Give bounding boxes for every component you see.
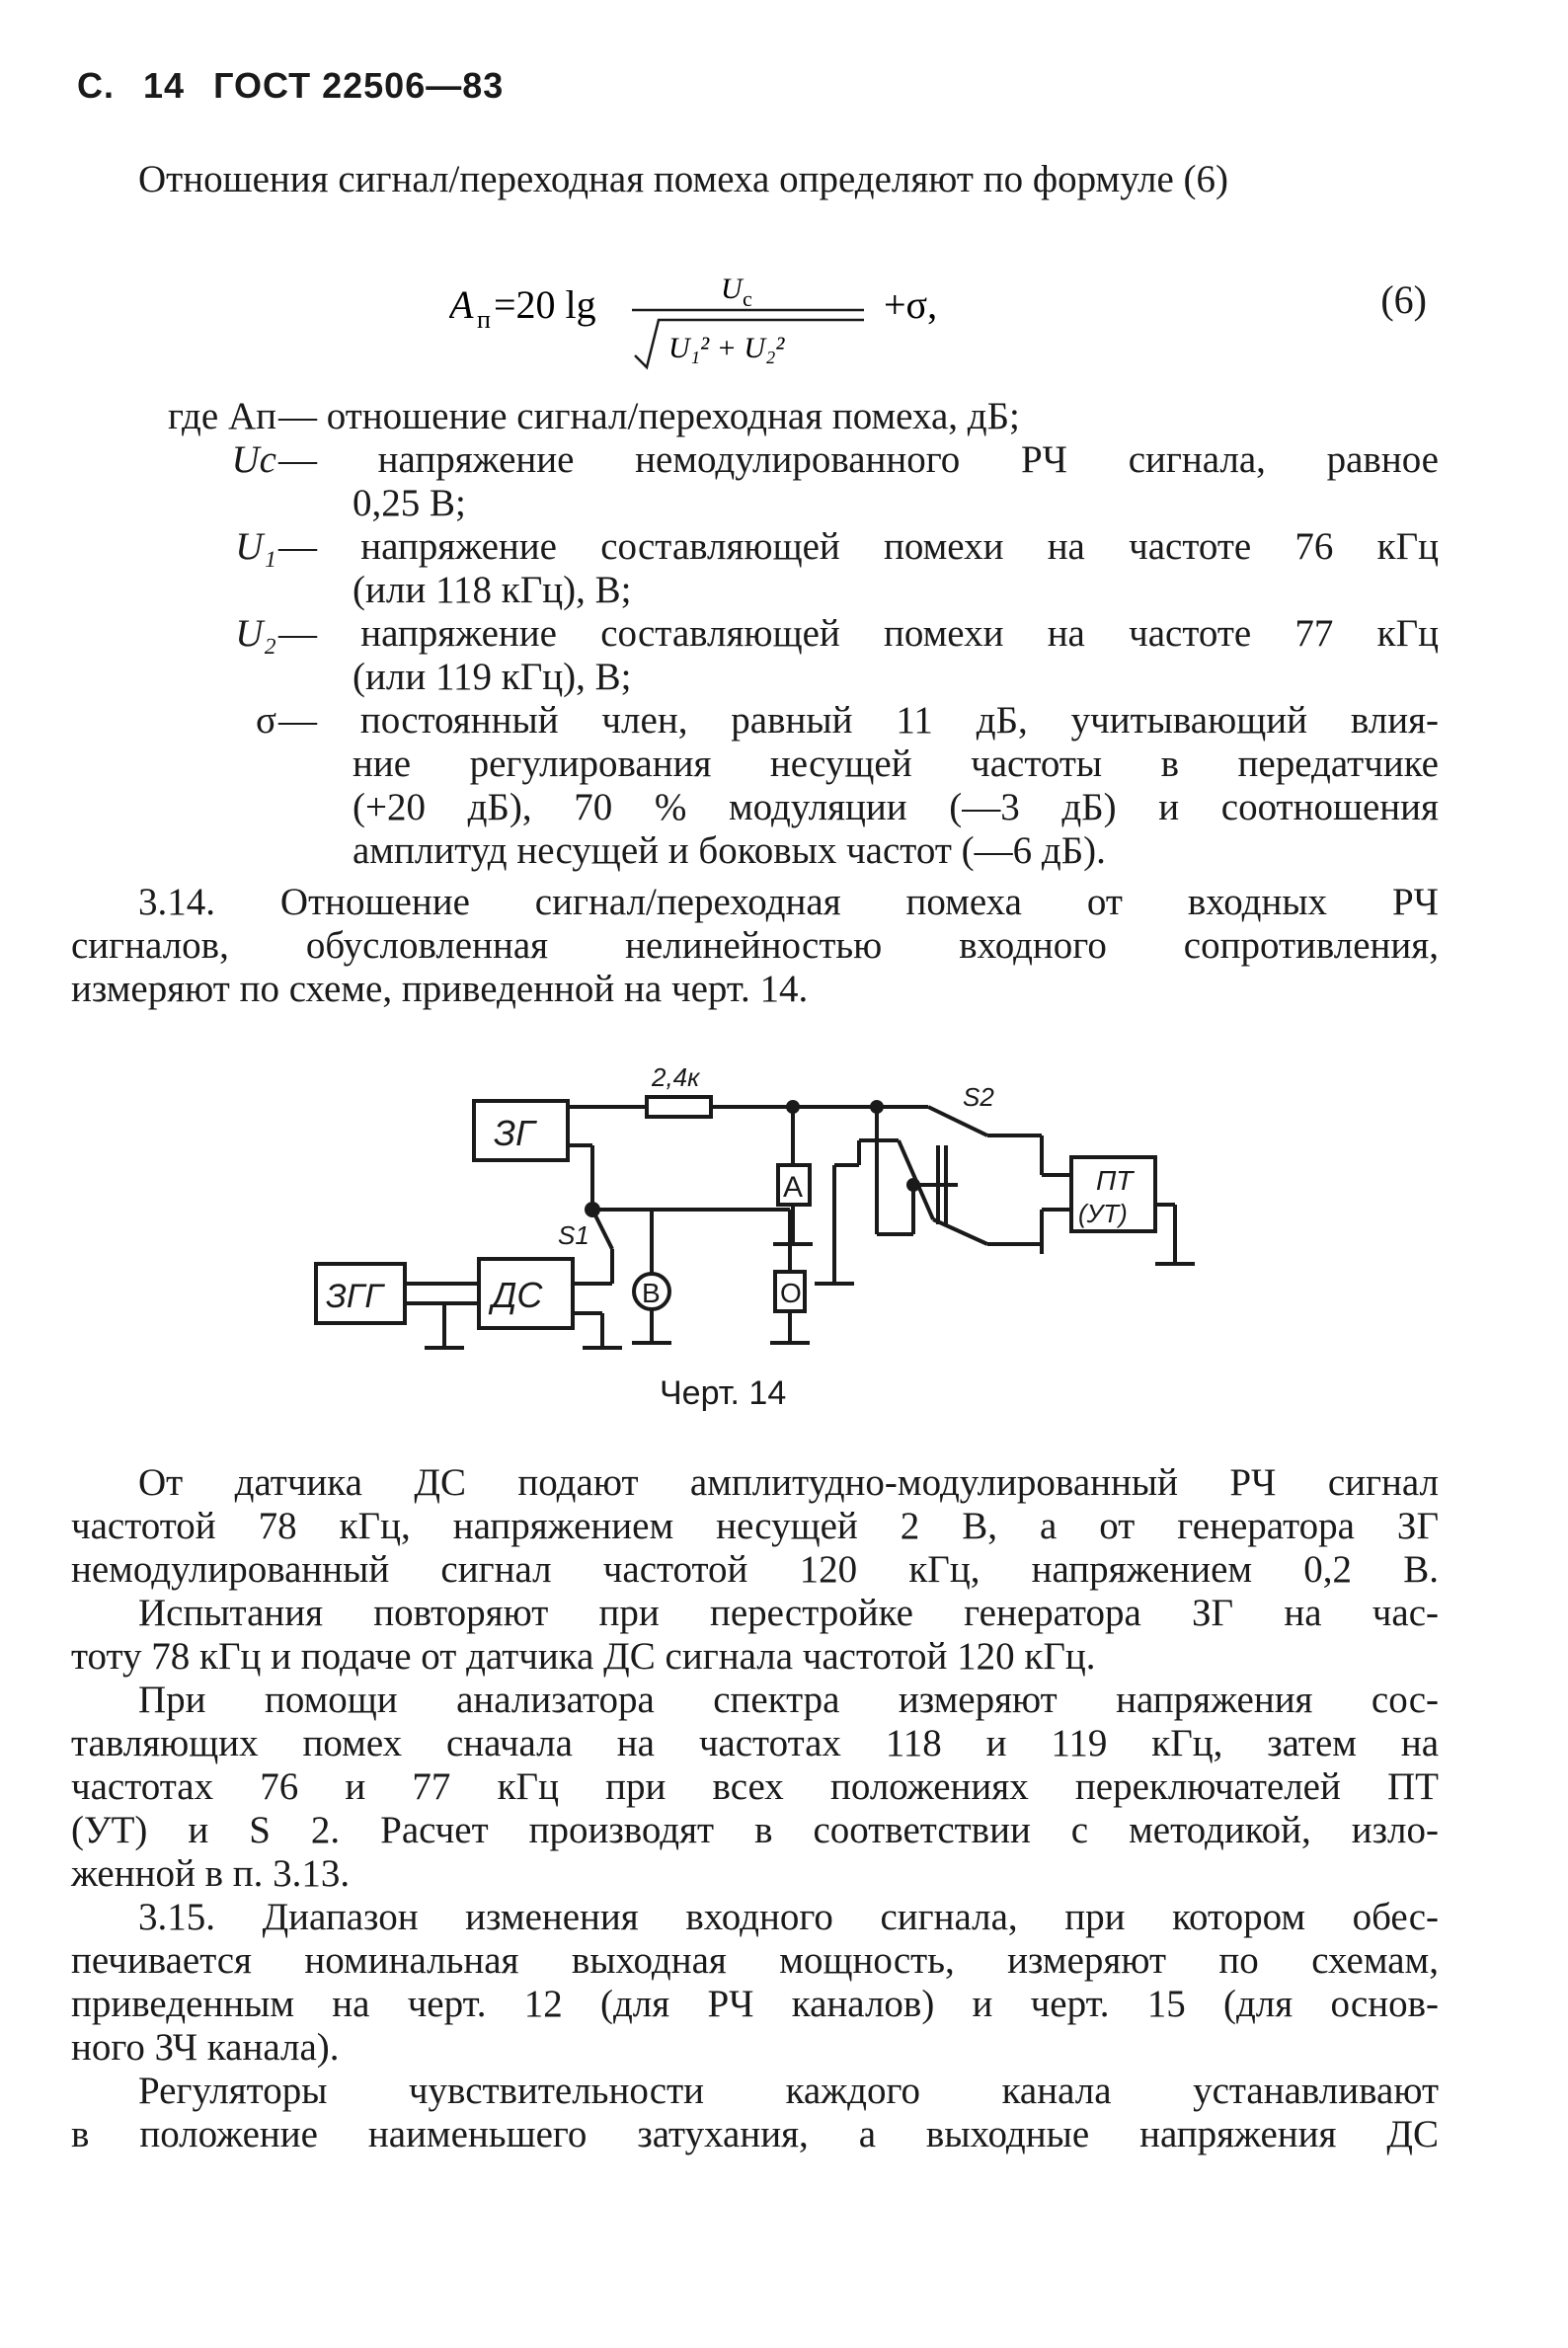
body-line: приведенным на черт. 12 (для РЧ каналов) и черт. 15 (для основ-	[71, 1983, 1439, 2025]
definition-text-cont: ние регулирования несущей частоты в передатчике	[353, 743, 1439, 785]
definition-symbol: Uс	[231, 438, 276, 481]
definition-row	[71, 395, 1439, 438]
section-3-14-line: 3.14. Отношение сигнал/переходная помеха от входных РЧ	[138, 881, 1439, 923]
zgg-label: ЗГГ	[326, 1278, 383, 1315]
definition-symbol: U₁	[235, 525, 276, 568]
formula-numerator: U	[721, 273, 743, 305]
s1-label: S1	[558, 1220, 589, 1250]
definition-list	[71, 395, 1439, 873]
pt-label: ПТ	[1096, 1165, 1134, 1196]
body-line: Регуляторы чувствительности каждого канала устанавливают	[138, 2070, 1439, 2112]
body-line: ного ЗЧ канала).	[71, 2026, 340, 2069]
body-line: печивается номинальная выходная мощность, измеряют по схемам,	[71, 1939, 1439, 1982]
definition-row	[71, 438, 1439, 525]
page-header	[77, 65, 521, 107]
definition-text-cont: (или 118 кГц), В;	[353, 569, 632, 611]
intro-paragraph: Отношения сигнал/переходная помеха определяют по формуле (6)	[138, 158, 1228, 200]
definition-row	[71, 699, 1439, 873]
definition-text: — отношение сигнал/переходная помеха, дБ;	[278, 395, 1020, 437]
circuit-diagram	[306, 1047, 1215, 1372]
formula-graphic	[449, 259, 1140, 377]
section-3-14-line: измеряют по схеме, приведенной на черт. 14.	[71, 968, 809, 1010]
equation-number: (6)	[1380, 277, 1427, 322]
figure-caption: Черт. 14	[660, 1374, 787, 1412]
section-3-14-line: сигналов, обусловленная нелинейностью входного сопротивления,	[71, 924, 1439, 967]
body-line: При помощи анализатора спектра измеряют напряжения сос-	[138, 1679, 1439, 1721]
definition-text-cont: амплитуд несущей и боковых частот (—6 дБ).	[353, 829, 1106, 872]
body-line: частотах 76 и 77 кГц при всех положениях переключателей ПТ	[71, 1765, 1439, 1808]
formula-lhs: A	[449, 282, 474, 327]
ammeter-label: А	[783, 1171, 804, 1204]
definition-symbol: где Aп	[168, 395, 276, 437]
body-line: тоту 78 кГц и подаче от датчика ДС сигнала частотой 120 кГц.	[71, 1635, 1096, 1678]
body-line: в положение наименьшего затухания, а выходные напряжения ДС	[71, 2113, 1439, 2155]
definition-row	[71, 612, 1439, 699]
definition-symbol: σ	[255, 699, 276, 742]
body-line: Испытания повторяют при перестройке генератора ЗГ на час-	[138, 1592, 1439, 1634]
definition-symbol: U₂	[235, 612, 276, 655]
body-line: немодулированный сигнал частотой 120 кГц, напряжением 0,2 В.	[71, 1548, 1439, 1591]
formula-denominator: U₁² + U₂²	[668, 332, 785, 364]
zg-label: ЗГ	[494, 1113, 535, 1153]
body-line: тавляющих помех сначала на частотах 118 и 119 кГц, затем на	[71, 1722, 1439, 1764]
formula-eq: =20 lg	[494, 282, 596, 327]
definition-text-cont: (или 119 кГц), В;	[353, 656, 632, 698]
body-line: 3.15. Диапазон изменения входного сигнала, при котором обес-	[138, 1896, 1439, 1938]
standard-code: ГОСТ 22506—83	[213, 65, 505, 106]
resistor-symbol	[647, 1097, 711, 1117]
page-label: С.	[77, 65, 115, 106]
body-line: частотой 78 кГц, напряжением несущей 2 В, а от генератора ЗГ	[71, 1505, 1439, 1547]
formula-lhs-sub: п	[477, 305, 491, 334]
definition-row	[71, 525, 1439, 612]
formula-tail: +σ,	[884, 282, 938, 327]
formula-numerator-sub: с	[743, 286, 752, 311]
body-line: женной в п. 3.13.	[71, 1852, 351, 1895]
definition-text: — постоянный член, равный 11 дБ, учитывающий влия-	[278, 699, 1439, 742]
definition-text-cont: 0,25 В;	[353, 482, 466, 524]
definition-text-cont: (+20 дБ), 70 % модуляции (—3 дБ) и соотношения	[353, 786, 1439, 828]
definition-text: — напряжение составляющей помехи на частоте 76 кГц	[278, 525, 1439, 568]
definition-text: — напряжение немодулированного РЧ сигнала, равное	[278, 438, 1439, 481]
formula-6	[449, 259, 1437, 377]
resistor-label: 2,4к	[652, 1062, 700, 1092]
voltmeter-label: В	[642, 1278, 661, 1308]
body-line: (УТ) и S 2. Расчет производят в соответствии с методикой, изло-	[71, 1809, 1439, 1851]
ut-label: (УТ)	[1078, 1199, 1128, 1228]
s2-label: S2	[963, 1082, 994, 1112]
definition-text: — напряжение составляющей помехи на частоте 77 кГц	[278, 612, 1439, 655]
body-line: От датчика ДС подают амплитудно-модулированный РЧ сигнал	[138, 1461, 1439, 1504]
ds-label: ДС	[492, 1275, 543, 1315]
page-number: 14	[143, 65, 186, 106]
oscilloscope-label: О	[780, 1278, 802, 1308]
